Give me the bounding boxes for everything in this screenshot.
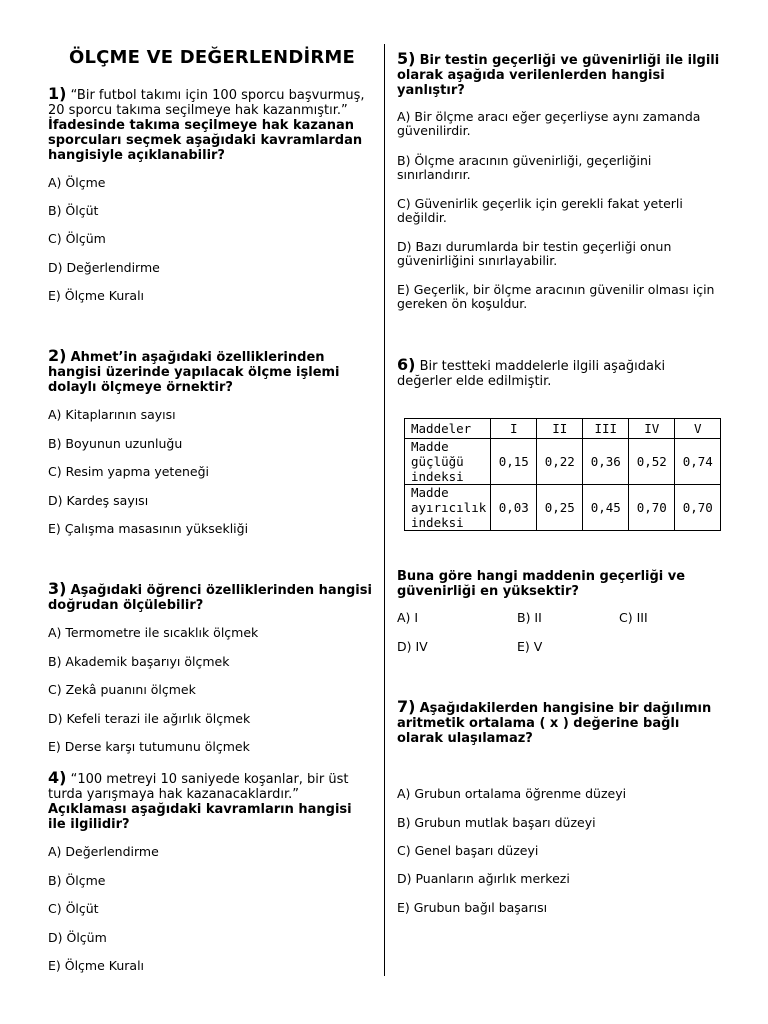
table-row [405, 439, 721, 485]
table-cell: 0,74 [675, 439, 721, 485]
table-cell: 0,25 [537, 485, 583, 531]
table-cell: 0,15 [491, 439, 537, 485]
row-label-line: Madde [411, 439, 449, 454]
table-row-label [405, 439, 491, 485]
option-a[interactable]: A) Grubun ortalama öğrenme düzeyi [397, 786, 627, 801]
option-e[interactable]: E) V [517, 639, 543, 654]
question-number: 5) [397, 49, 416, 68]
option-c[interactable]: C) Güvenirlik geçerlik için gerekli fakat yeterli değildir. [397, 196, 683, 225]
row-label-line: ayırıcılık [411, 500, 487, 515]
option-b[interactable]: B) Akademik başarıyı ölçmek [48, 654, 230, 669]
question-1-stem [48, 86, 370, 163]
option-d[interactable]: D) Ölçüm [48, 930, 107, 945]
question-quote: “Bir futbol takımı için 100 sporcu başvurmuş, 20 sporcu takıma seçilmeye hak kazanmıştır.” [48, 88, 365, 118]
table-header-cell: Maddeler [405, 419, 491, 439]
question-text: Bir testteki maddelerle ilgili aşağıdaki değerler elde edilmiştir. [397, 359, 666, 389]
option-a[interactable]: A) Termometre ile sıcaklık ölçmek [48, 625, 259, 640]
option-c[interactable]: C) Resim yapma yeteneği [48, 464, 210, 479]
option-d[interactable]: D) Puanların ağırlık merkezi [397, 871, 570, 886]
option-a[interactable]: A) Bir ölçme aracı eğer geçerliyse aynı zamanda güvenilirdir. [397, 109, 701, 138]
option-a[interactable]: A) I [397, 610, 419, 625]
column-divider [384, 44, 385, 976]
option-b[interactable]: B) Ölçüt [48, 203, 99, 218]
row-label-line: indeksi [411, 469, 464, 484]
option-b[interactable]: B) II [517, 610, 542, 625]
table-cell: 0,45 [583, 485, 629, 531]
table-header-cell: III [583, 419, 629, 439]
option-c[interactable]: C) III [619, 610, 648, 625]
option-d[interactable]: D) Kefeli terazi ile ağırlık ölçmek [48, 711, 251, 726]
question-2-stem [48, 348, 348, 395]
option-d[interactable]: D) Değerlendirme [48, 260, 160, 275]
question-4-stem [48, 770, 370, 832]
option-c[interactable]: C) Ölçüm [48, 231, 106, 246]
table-cell: 0,70 [675, 485, 721, 531]
option-c[interactable]: C) Genel başarı düzeyi [397, 843, 539, 858]
question-quote: “100 metreyi 10 saniyede koşanlar, bir üst turda yarışmaya hak kazanacaklardır.” [48, 772, 349, 802]
option-a[interactable]: A) Ölçme [48, 175, 106, 190]
option-e[interactable]: E) Geçerlik, bir ölçme aracının güvenilir olması için gereken ön koşuldur. [397, 282, 715, 311]
option-a[interactable]: A) Kitaplarının sayısı [48, 407, 176, 422]
question-prompt: Ahmet’in aşağıdaki özelliklerinden hangisi üzerinde yapılacak ölçme işlemi dolaylı ölçmeye örnektir? [48, 350, 340, 395]
option-b[interactable]: B) Ölçme [48, 873, 106, 888]
option-e[interactable]: E) Grubun bağıl başarısı [397, 900, 548, 915]
option-d[interactable]: D) Bazı durumlarda bir testin geçerliği onun güvenirliğini sınırlayabilir. [397, 239, 672, 268]
table-header-cell: IV [629, 419, 675, 439]
question-3-stem [48, 581, 378, 613]
row-label-line: güçlüğü [411, 454, 464, 469]
question-prompt: Aşağıdaki öğrenci özelliklerinden hangisi doğrudan ölçülebilir? [48, 583, 372, 613]
question-7-stem [397, 699, 727, 746]
row-label-line: Madde [411, 485, 449, 500]
table-cell: 0,52 [629, 439, 675, 485]
option-b[interactable]: B) Ölçme aracının güvenirliği, geçerliğini sınırlandırır. [397, 153, 652, 182]
table-row [405, 485, 721, 531]
question-6-stem [397, 357, 697, 389]
question-number: 3) [48, 579, 67, 598]
table-cell: 0,22 [537, 439, 583, 485]
question-prompt: Bir testin geçerliği ve güvenirliği ile ilgili olarak aşağıda verilenlerden hangisi yanlıştır? [397, 53, 720, 98]
question-prompt: Aşağıdakilerden hangisine bir dağılımın aritmetik ortalama ( x ) değerine bağlı olarak ulaşılamaz? [397, 701, 712, 746]
option-c[interactable]: C) Zekâ puanını ölçmek [48, 682, 196, 697]
question-number: 1) [48, 84, 67, 103]
table-row-label [405, 485, 491, 531]
option-b[interactable]: B) Grubun mutlak başarı düzeyi [397, 815, 596, 830]
table-header-row [405, 419, 721, 439]
row-label-line: indeksi [411, 515, 464, 530]
question-5-stem [397, 51, 729, 98]
option-d[interactable]: D) Kardeş sayısı [48, 493, 149, 508]
page-title: ÖLÇME VE DEĞERLENDİRME [68, 47, 356, 68]
question-number: 7) [397, 697, 416, 716]
table-header-cell: II [537, 419, 583, 439]
option-e[interactable]: E) Derse karşı tutumunu ölçmek [48, 739, 250, 754]
question-number: 4) [48, 768, 67, 787]
table-header-cell: I [491, 419, 537, 439]
option-e[interactable]: E) Çalışma masasının yüksekliği [48, 521, 249, 536]
option-c[interactable]: C) Ölçüt [48, 901, 99, 916]
question-number: 2) [48, 346, 67, 365]
question-number: 6) [397, 355, 416, 374]
table-cell: 0,03 [491, 485, 537, 531]
question-prompt: Açıklaması aşağıdaki kavramların hangisi ile ilgilidir? [48, 802, 352, 832]
question-prompt: İfadesinde takıma seçilmeye hak kazanan sporcuları seçmek aşağıdaki kavramlardan hangisiyle açıklanabilir? [48, 118, 363, 163]
item-analysis-table [404, 418, 721, 531]
option-e[interactable]: E) Ölçme Kuralı [48, 288, 145, 303]
option-b[interactable]: B) Boyunun uzunluğu [48, 436, 183, 451]
option-d[interactable]: D) IV [397, 639, 428, 654]
option-e[interactable]: E) Ölçme Kuralı [48, 958, 145, 973]
question-6-prompt: Buna göre hangi maddenin geçerliği ve güvenirliği en yüksektir? [397, 569, 686, 599]
option-a[interactable]: A) Değerlendirme [48, 844, 159, 859]
table-cell: 0,36 [583, 439, 629, 485]
table-cell: 0,70 [629, 485, 675, 531]
table-header-cell: V [675, 419, 721, 439]
